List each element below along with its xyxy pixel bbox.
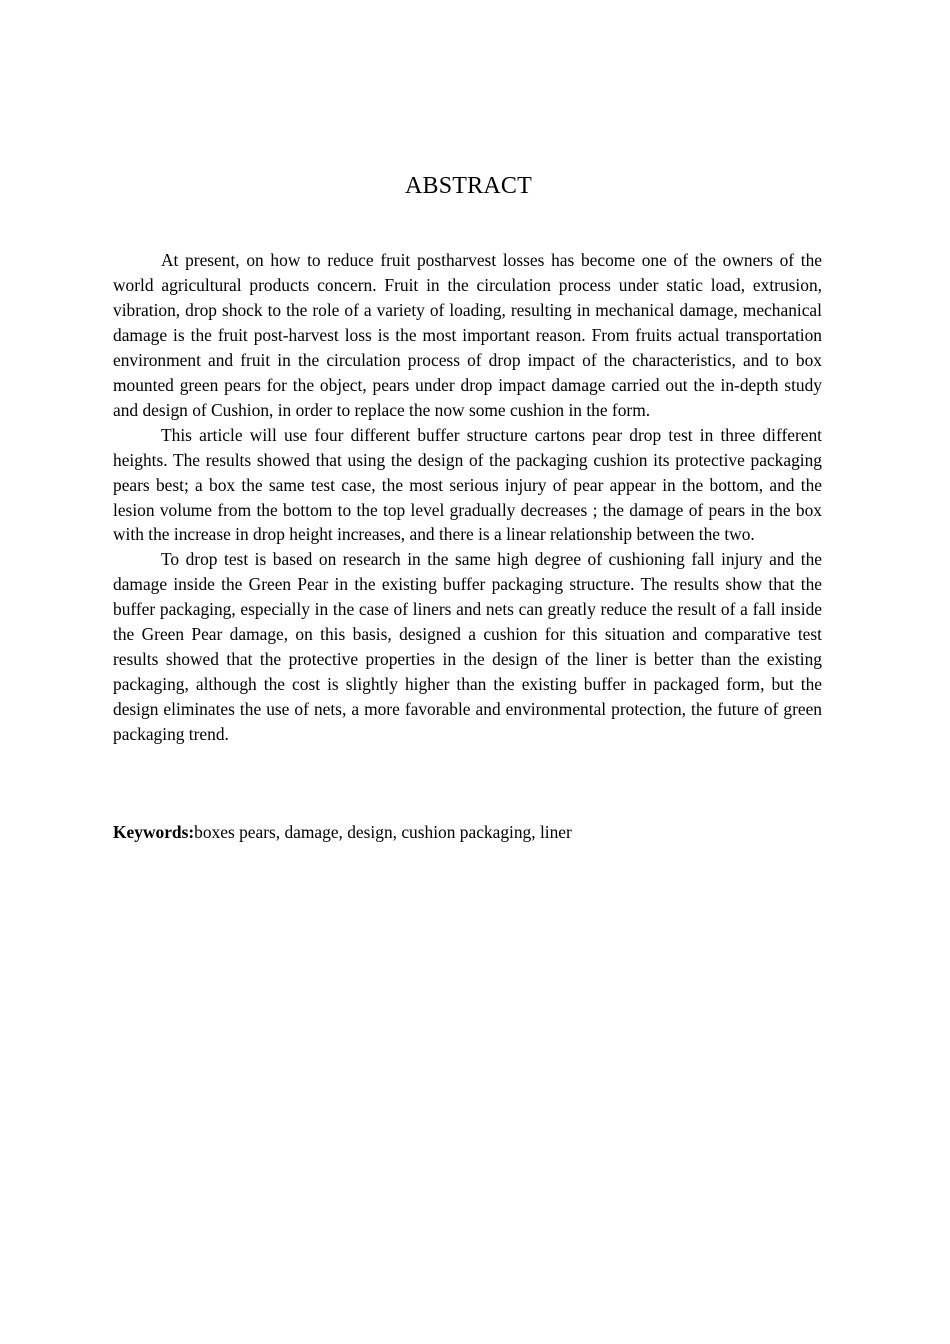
abstract-paragraph: This article will use four different buffer structure cartons pear drop test in three different heights. The results showed that using the design of the packaging cushion its protective packaging pears best; a box the same test case, the most serious injury of pear appear in the bottom, and the lesion volume from the bottom to the top level gradually decreases ; the damage of pears in the box with the increase in drop height increases, and there is a linear relationship between the two. <box>113 424 822 545</box>
keywords-text: boxes pears, damage, design, cushion packaging, liner <box>194 822 572 842</box>
keywords-label: Keywords: <box>113 822 195 842</box>
abstract-paragraph: To drop test is based on research in the same high degree of cushioning fall injury and the damage inside the Green Pear in the existing buffer packaging structure. The results show that the buffer packaging, especially in the case of liners and nets can greatly reduce the result of a fall inside the Green Pear damage, on this basis, designed a cushion for this situation and comparative test results showed that the protective properties in the design of the liner is better than the existing packaging, although the cost is slightly higher than the existing buffer in packaged form, but the design eliminates the use of nets, a more favorable and environmental protection, the future of green packaging trend. <box>113 549 822 745</box>
abstract-title: ABSTRACT <box>405 173 532 199</box>
abstract-body <box>113 248 822 747</box>
keywords-line <box>113 820 822 845</box>
abstract-paragraph: At present, on how to reduce fruit postharvest losses has become one of the owners of the world agricultural products concern. Fruit in the circulation process under static load, extrusion, vibration, drop shock to the role of a variety of loading, resulting in mechanical damage, mechanical damage is the fruit post-harvest loss is the most important reason. From fruits actual transportation environment and fruit in the circulation process of drop impact of the characteristics, and to box mounted green pears for the object, pears under drop impact damage carried out the in-depth study and design of Cushion, in order to replace the now some cushion in the form. <box>113 250 822 420</box>
